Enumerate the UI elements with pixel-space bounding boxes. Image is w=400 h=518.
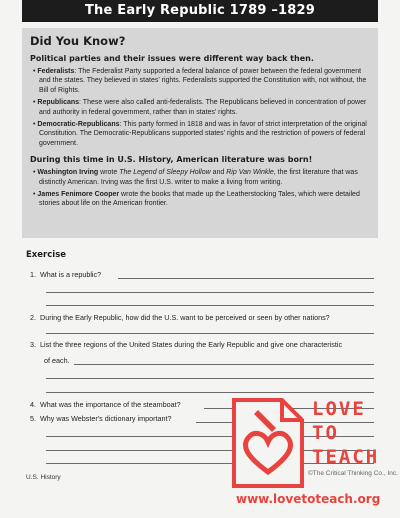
term-democratic-republicans: Democratic-Republicans — [37, 121, 120, 129]
question-3-number: 3. — [30, 340, 36, 349]
question-5 — [30, 414, 171, 423]
question-2-number: 2. — [30, 313, 36, 322]
bullet-washington-irving: • Washington Irving wrote The Legend of Sleepy Hollow and Rip Van Winkle, the first literature that was distinctly American. Irving was the first U.S. writer to make a living from writing. — [33, 169, 358, 186]
irving-text-before: wrote — [98, 169, 120, 177]
footer-subject: U.S. History — [26, 474, 61, 481]
question-3-text: List the three regions of the United States during the Early Republic and give one characteristic — [40, 340, 343, 349]
question-5-text: Why was Webster's dictionary important? — [40, 414, 172, 423]
exercise-title: Exercise — [26, 250, 67, 260]
logo-teach: TEACH — [312, 446, 380, 468]
term-federalists: Federalists — [37, 68, 75, 75]
political-parties-heading: Political parties and their issues were different way back then. — [30, 54, 314, 63]
term-republicans: Republicans — [37, 99, 80, 107]
did-you-know-title: Did You Know? — [30, 34, 126, 48]
text-democratic-republicans: : This party formed in 1818 and was in favor of strict interpretation of the original Constitution. The Democratic-Republicans supported states' rights and the restriction of powers of federal government. — [39, 121, 367, 147]
answer-line-3a[interactable] — [74, 364, 374, 365]
answer-line-1c[interactable] — [46, 305, 374, 306]
question-1-number: 1. — [30, 270, 36, 279]
title-sleepy-hollow: The Legend of Sleepy Hollow — [119, 169, 211, 177]
document-heart-icon — [232, 398, 304, 488]
logo-love: LOVE — [312, 398, 366, 420]
title-rip-van-winkle: Rip Van Winkle — [226, 169, 274, 177]
logo-to: TO — [312, 422, 339, 444]
text-james-fenimore-cooper: wrote the books that made up the Leatherstocking Tales, which were detailed stories about life on the American frontier. — [39, 191, 360, 208]
term-washington-irving: Washington Irving — [37, 169, 99, 177]
bullet-james-fenimore-cooper: • James Fenimore Cooper wrote the books that made up the Leatherstocking Tales, which were detailed stories about life on the American frontier. — [33, 191, 360, 208]
irving-text-after: , the first literature that was distinctly American. Irving was the first U.S. writer to make a living from writing. — [39, 169, 358, 186]
question-1-text: What is a republic? — [40, 270, 102, 279]
love-to-teach-logo — [232, 398, 392, 513]
question-4 — [30, 400, 181, 409]
bullet-republicans: • Republicans: These were also called anti-federalists. The Republicans believed in concentration of power and authority in federal government, rather than in states' rights. — [33, 99, 367, 116]
text-republicans: : These were also called anti-federalists. The Republicans believed in concentration of power and authority in federal government, rather than in states' rights. — [39, 99, 367, 116]
question-5-number: 5. — [30, 414, 36, 423]
term-james-fenimore-cooper: James Fenimore Cooper — [37, 191, 120, 199]
question-3 — [30, 340, 342, 349]
answer-line-3b[interactable] — [46, 378, 374, 379]
footer-copyright: ©The Critical Thinking Co., Inc. — [308, 470, 398, 477]
page-header: The Early Republic 1789 –1829 — [22, 0, 378, 22]
question-4-number: 4. — [30, 400, 36, 409]
answer-line-2[interactable] — [46, 333, 374, 334]
question-3-continued: of each. — [44, 356, 70, 365]
answer-line-3c[interactable] — [46, 392, 374, 393]
logo-url[interactable]: www.lovetoteach.org — [236, 492, 381, 506]
did-you-know-box — [22, 28, 378, 238]
american-literature-heading: During this time in U.S. History, American literature was born! — [30, 155, 313, 165]
text-federalists: : The Federalist Party supported a federal balance of power between the federal government and the states. They believed in states' rights. Federalists supported the Constitution with, not without, the Bill of Rights. — [39, 68, 367, 94]
irving-and: and — [210, 169, 227, 177]
question-1 — [30, 270, 101, 279]
question-2-text: During the Early Republic, how did the U.S. want to be perceived or seen by other nations? — [40, 313, 330, 322]
bullet-federalists: • Federalists: The Federalist Party supported a federal balance of power between the federal government and the states. They believed in states' rights. Federalists supported the Constitution with, not without, the Bill of Rights. — [33, 68, 367, 94]
question-2 — [30, 313, 330, 322]
bullet-democratic-republicans: • Democratic-Republicans: This party formed in 1818 and was in favor of strict interpretation of the original Constitution. The Democratic-Republicans supported states' rights and the restriction of powers of federal government. — [33, 121, 367, 147]
question-4-text: What was the importance of the steamboat? — [40, 400, 181, 409]
answer-line-1a[interactable] — [118, 278, 374, 279]
answer-line-1b[interactable] — [46, 292, 374, 293]
